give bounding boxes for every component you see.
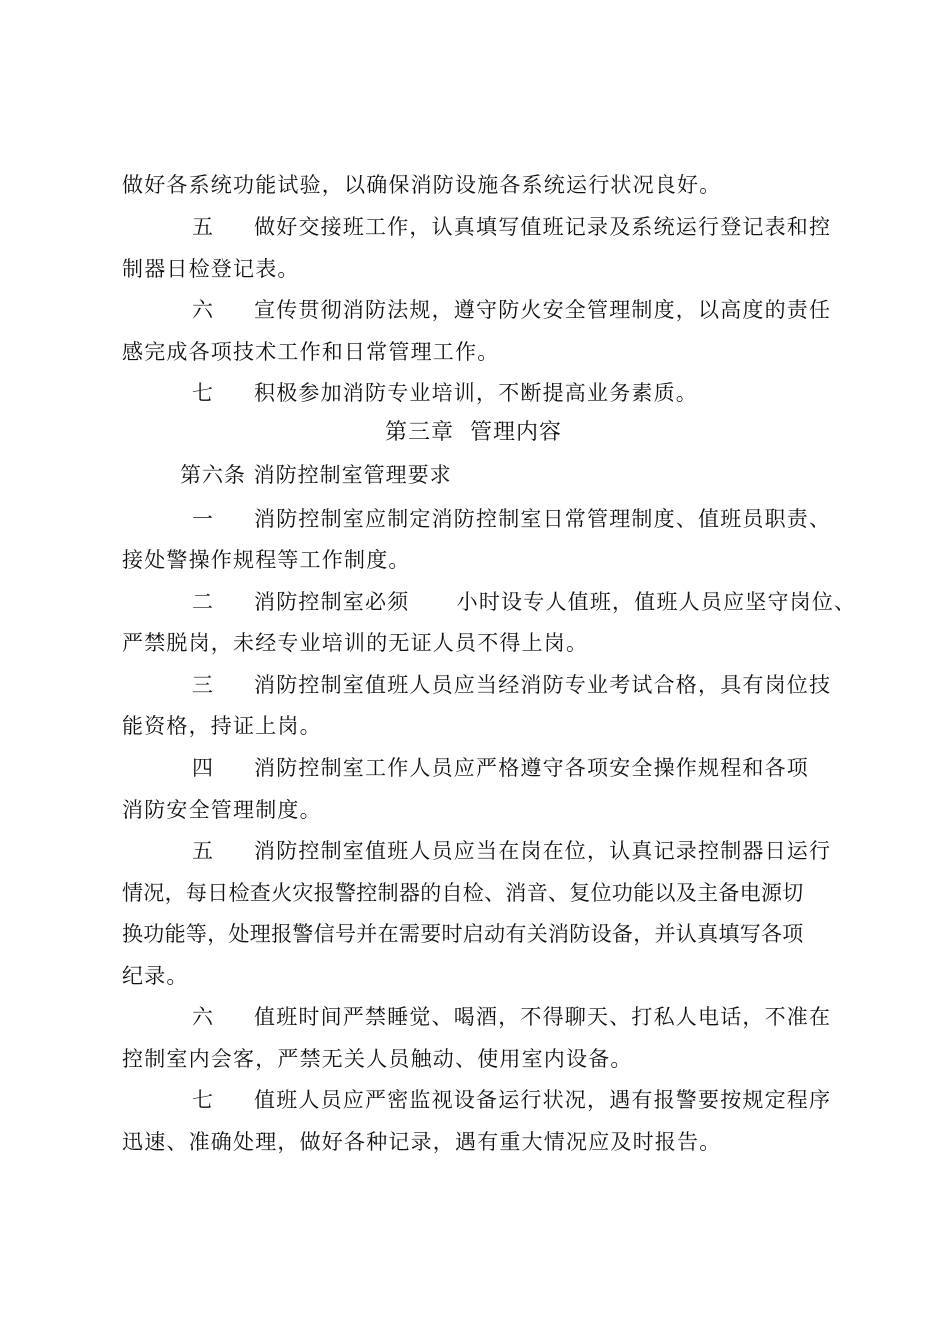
item-number: 四 [192,756,215,780]
list-item-line: 接处警操作规程等工作制度。 [122,548,411,572]
item-text: 消防控制室工作人员应严格遵守各项安全操作规程和各项 [254,756,809,780]
list-item-line [192,589,857,615]
list-item-line [192,214,832,240]
list-item-line: 控制室内会客，严禁无关人员触动、使用室内设备。 [122,1047,633,1071]
list-item-line [192,672,832,698]
list-item-line [192,506,832,532]
item-number: 五 [192,839,215,863]
list-item-line: 能资格，持证上岗。 [122,714,322,738]
item-number: 七 [192,381,215,405]
item-number: 七 [192,1088,215,1112]
item-number: 一 [192,507,215,531]
list-item-line [192,1087,832,1113]
item-text: 值班人员应严密监视设备运行状况，遇有报警要按规定程序 [254,1088,832,1112]
item-number: 三 [192,673,215,697]
item-number: 五 [192,215,215,239]
list-item-line: 迅速、准确处理，做好各种记录，遇有重大情况应及时报告。 [122,1130,722,1154]
item-text: 做好交接班工作，认真填写值班记录及系统运行登记表和控 [254,215,832,239]
list-item-line: 纪录。 [122,964,189,988]
list-item-line [192,1004,832,1030]
item-text: 宣传贯彻消防法规，遵守防火安全管理制度，以高度的责任 [254,298,832,322]
list-item-line: 严禁脱岗，未经专业培训的无证人员不得上岗。 [122,631,589,655]
article-title: 第六条 消防控制室管理要求 [180,463,452,487]
list-item-line [192,755,832,781]
item-text: 消防控制室必须 小时设专人值班，值班人员应坚守岗位、 [254,590,857,614]
list-item-line [192,297,832,323]
paragraph-line: 做好各系统功能试验，以确保消防设施各系统运行状况良好。 [122,173,722,197]
list-item-line: 感完成各项技术工作和日常管理工作。 [122,340,500,364]
item-number: 六 [192,1005,215,1029]
list-item-line: 制器日检登记表。 [122,257,300,281]
item-text: 消防控制室值班人员应当经消防专业考试合格，具有岗位技 [254,673,832,697]
item-text: 消防控制室应制定消防控制室日常管理制度、值班员职责、 [254,507,832,531]
list-item-line: 消防安全管理制度。 [122,798,322,822]
list-item-line: 情况，每日检查火灾报警控制器的自检、消音、复位功能以及主备电源切 [122,881,804,905]
item-text: 消防控制室值班人员应当在岗在位，认真记录控制器日运行 [254,839,832,863]
item-number: 六 [192,298,215,322]
chapter-title: 第三章 管理内容 [385,420,562,445]
list-item-line [192,838,832,864]
list-item-line: 换功能等，处理报警信号并在需要时启动有关消防设备，并认真填写各项 [122,922,804,946]
item-number: 二 [192,590,215,614]
list-item-line [192,380,832,406]
item-text: 值班时间严禁睡觉、喝酒，不得聊天、打私人电话，不准在 [254,1005,832,1029]
item-text: 积极参加消防专业培训，不断提高业务素质。 [254,381,698,405]
